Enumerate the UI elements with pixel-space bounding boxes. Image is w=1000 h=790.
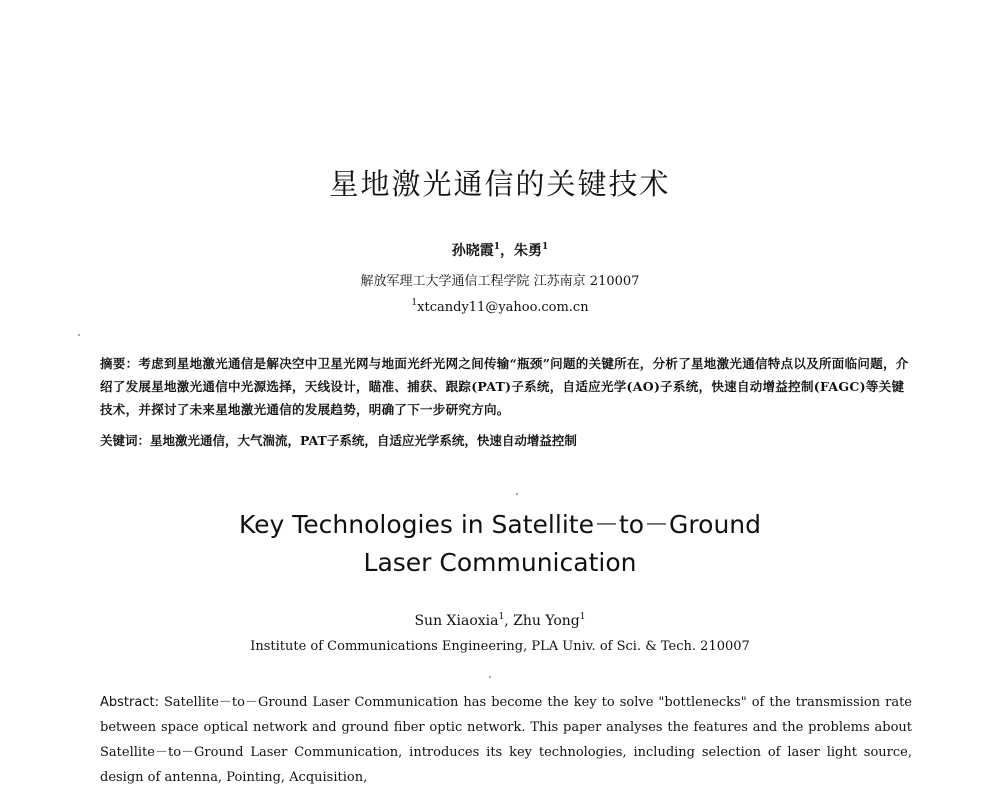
chinese-abstract-text: 考虑到星地激光通信是解决空中卫星光网与地面光纤光网之间传输“瓶颈”问题的关键所在，分析了星地激光通信特点以及所面临问题，介绍了发展星地激光通信中光源选择，天线设计，瞄准、捕获、跟踪(PAT)子系统，自适应光学(AO)子系统，快速自动增益控制(FAGC)等关键技术，并探讨了未来星地激光通信的发展趋势，明确了下一步研究方向。 <box>100 356 909 417</box>
chinese-affiliation: 解放军理工大学通信工程学院 江苏南京 210007 <box>360 274 640 289</box>
english-abstract-text: Satellite－to－Ground Laser Communication has become the key to solve "bottlenecks" of the transmission rate between space optical network and ground fiber optic network. This paper analyses the features and the problems about Satellite－to－Ground Laser Communication, introduces its key technologies, including selection of laser light source, design of antenna, Pointing, Acquisition, <box>100 695 912 785</box>
email-sup: 1 <box>411 298 418 308</box>
chinese-author-1: 孙晓霞 <box>451 243 494 259</box>
chinese-author-2: 朱勇 <box>514 243 542 259</box>
english-author-1: Sun Xiaoxia <box>414 613 499 629</box>
english-author-separator: , <box>504 613 514 629</box>
author-email <box>0 298 1000 315</box>
chinese-keywords-label: 关键词： <box>100 433 151 448</box>
chinese-author-2-sup: 1 <box>542 242 549 252</box>
english-author-2-sup: 1 <box>579 612 586 622</box>
english-author-1-sup: 1 <box>498 612 505 622</box>
email-address: xtcandy11@yahoo.com.cn <box>417 300 589 315</box>
english-title-line-1: Key Technologies in Satellite－to－Ground <box>239 510 761 539</box>
chinese-keywords <box>100 429 912 452</box>
chinese-authors <box>0 240 1000 260</box>
scan-speck <box>516 493 518 495</box>
english-authors <box>0 612 1000 629</box>
chinese-keywords-text: 星地激光通信，大气湍流，PAT子系统，自适应光学系统，快速自动增益控制 <box>150 433 577 448</box>
scan-speck <box>489 676 491 678</box>
english-abstract-label: Abstract: <box>100 695 159 710</box>
english-title-line-2: Laser Communication <box>363 548 637 577</box>
english-abstract <box>100 690 912 790</box>
english-title <box>0 506 1000 582</box>
chinese-author-1-sup: 1 <box>493 242 500 252</box>
chinese-abstract-label: 摘要： <box>100 356 139 371</box>
chinese-abstract <box>100 352 912 421</box>
english-author-2: Zhu Yong <box>513 613 580 629</box>
chinese-author-separator: ， <box>500 243 514 259</box>
chinese-title: 星地激光通信的关键技术 <box>329 167 671 201</box>
english-affiliation: Institute of Communications Engineering, PLA Univ. of Sci. & Tech. 210007 <box>250 639 750 654</box>
scan-speck <box>78 334 80 336</box>
